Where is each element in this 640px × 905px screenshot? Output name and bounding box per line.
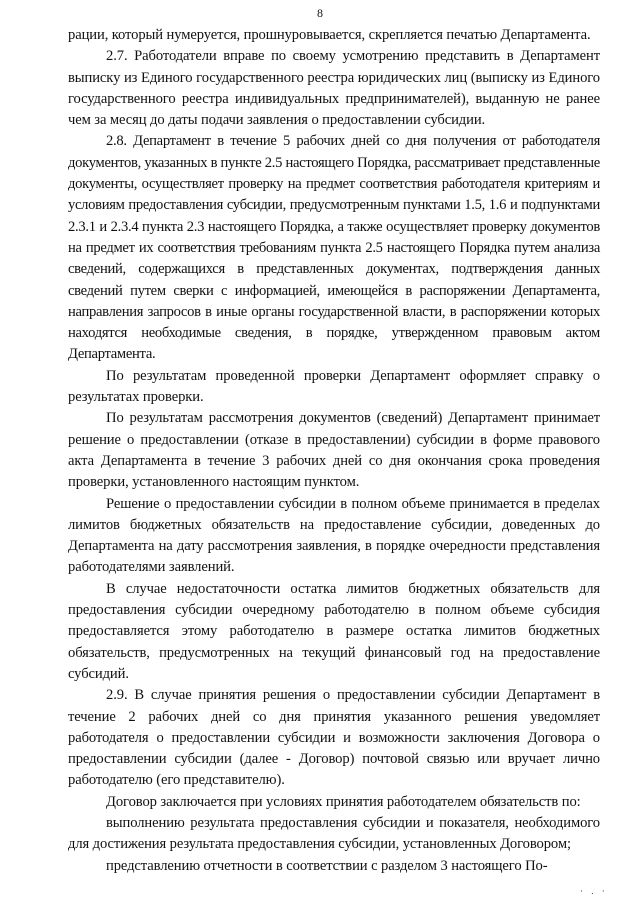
document-body	[68, 25, 600, 877]
paragraph-decision: По результатам рассмотрения документов (сведений) Департамент принимает решение о предоставлении (отказе в предоставлении) субсидии в форме правового акта Департамента в течение 3 рабочих дней со дня окончания срока проведения проверки, установленного настоящим пунктом.	[68, 410, 600, 491]
paragraph-full-amount: Решение о предоставлении субсидии в полном объеме принимается в пределах лимитов бюджетных обязательств на предоставление субсидии, доведенных до Департамента на дату рассмотрения заявления, в порядке очередности представления работодателями заявлений.	[68, 495, 600, 576]
paragraph-insufficient-limits: В случае недостаточности остатка лимитов бюджетных обязательств для предоставления субсидии очередному работодателю в полном объеме субсидия предоставляется этому работодателю в размере остатка лимитов бюджетных обязательств, предусмотренных на текущий финансовый год на предоставление субсидий.	[68, 580, 600, 682]
paragraph-agreement-conditions: Договор заключается при условиях принятия работодателем обязательств по:	[106, 793, 581, 810]
paragraph-2-7: 2.7. Работодатели вправе по своему усмотрению представить в Департамент выписку из Единого государственного реестра юридических лиц (выписку из Единого государственного реестра индивидуальных предпринимателей), выданную не ранее чем за месяц до даты подачи заявления о предоставлении субсидии.	[68, 48, 600, 129]
paragraph-obligation-reporting: представлению отчетности в соответствии с разделом 3 настоящего По-	[106, 857, 548, 874]
paragraph-obligation-result: выполнению результата предоставления субсидии и показателя, необходимого для достижения результата предоставления субсидии, установленных Договором;	[68, 814, 600, 853]
paragraph-continuation: рации, который нумеруется, прошнуровывается, скрепляется печатью Департамента.	[68, 27, 591, 43]
page-number: 8	[317, 6, 323, 20]
scan-marks: · . ·	[580, 886, 608, 896]
paragraph-2-8: 2.8. Департамент в течение 5 рабочих дней со дня получения от работодателя документов, указанных в пункте 2.5 настоящего Порядка, рассматривает представленные документы, осуществляет проверку на предмет соответствия работодателя критериям и условиям предоставления субсидии, предусмотренным пунктами 1.5, 1.6 и подпунктами 2.3.1 и 2.3.4 пункта 2.3 настоящего Порядка, а также осуществляет проверку документов на предмет их соответствия требованиям пункта 2.5 настоящего Порядка путем анализа сведений, содержащихся в представленных документах, подтверждения данных сведений путем сверки с информацией, имеющейся в распоряжении Департамента, направления запросов в иные органы государственной власти, в распоряжении которых находятся необходимые сведения, в порядке, утвержденном правовым актом Департамента.	[68, 133, 600, 363]
paragraph-verification-report: По результатам проведенной проверки Департамент оформляет справку о результатах проверки.	[68, 367, 600, 406]
paragraph-2-9: 2.9. В случае принятия решения о предоставлении субсидии Департамент в течение 2 рабочих дней со дня принятия указанного решения уведомляет работодателя о предоставлении субсидии и возможности заключения Договора о предоставлении субсидии (далее - Договор) почтовой связью или вручает лично работодателю (его представителю).	[68, 687, 600, 789]
